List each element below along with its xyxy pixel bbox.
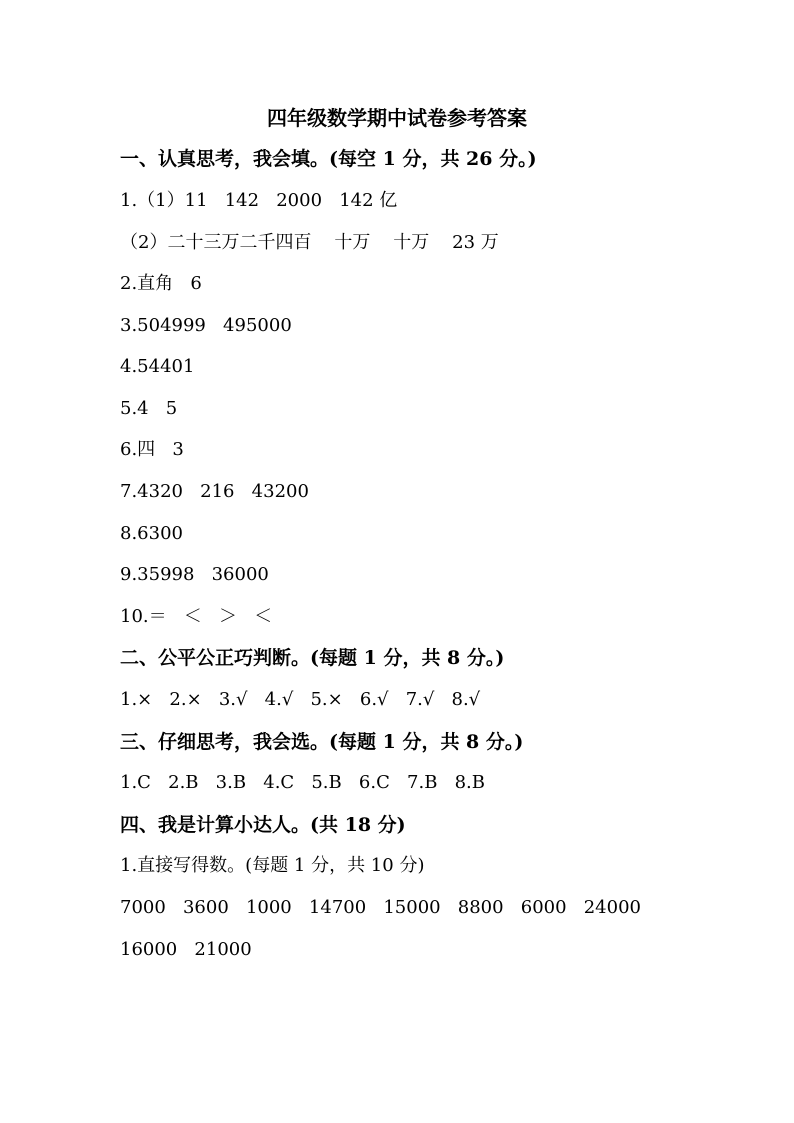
section-1-heading: 一、认真思考，我会填。(每空 1 分，共 26 分。)	[120, 148, 537, 170]
section-1-line-2: （2）二十三万二千四百 十万 十万 23 万	[120, 232, 499, 253]
section-1-line-11: 10.＝ ＜ ＞ ＜	[120, 606, 273, 627]
section-1-line-6: 5.4 5	[120, 398, 178, 419]
section-4-line-2: 7000 3600 1000 14700 15000 8800 6000 24000	[120, 897, 641, 918]
section-4-line-1: 1.直接写得数。(每题 1 分，共 10 分)	[120, 855, 425, 876]
section-3-heading: 三、仔细思考，我会选。(每题 1 分，共 8 分。)	[120, 731, 524, 753]
section-1-line-7: 6.四 3	[120, 439, 184, 460]
section-3-line-1: 1.C 2.B 3.B 4.C 5.B 6.C 7.B 8.B	[120, 772, 486, 793]
section-4-heading: 四、我是计算小达人。(共 18 分)	[120, 814, 406, 836]
section-4-line-3: 16000 21000	[120, 939, 252, 960]
section-1-line-8: 7.4320 216 43200	[120, 481, 309, 502]
section-2-line-1: 1.× 2.× 3.√ 4.√ 5.× 6.√ 7.√ 8.√	[120, 689, 481, 710]
section-1-line-9: 8.6300	[120, 523, 183, 544]
section-1-line-1: 1.（1）11 142 2000 142 亿	[120, 190, 398, 211]
section-1-line-3: 2.直角 6	[120, 273, 202, 294]
section-1-line-5: 4.54401	[120, 356, 195, 377]
document-title: 四年级数学期中试卷参考答案	[267, 106, 527, 130]
section-1-line-4: 3.504999 495000	[120, 315, 292, 336]
section-1-line-10: 9.35998 36000	[120, 564, 269, 585]
section-2-heading: 二、公平公正巧判断。(每题 1 分，共 8 分。)	[120, 647, 505, 669]
